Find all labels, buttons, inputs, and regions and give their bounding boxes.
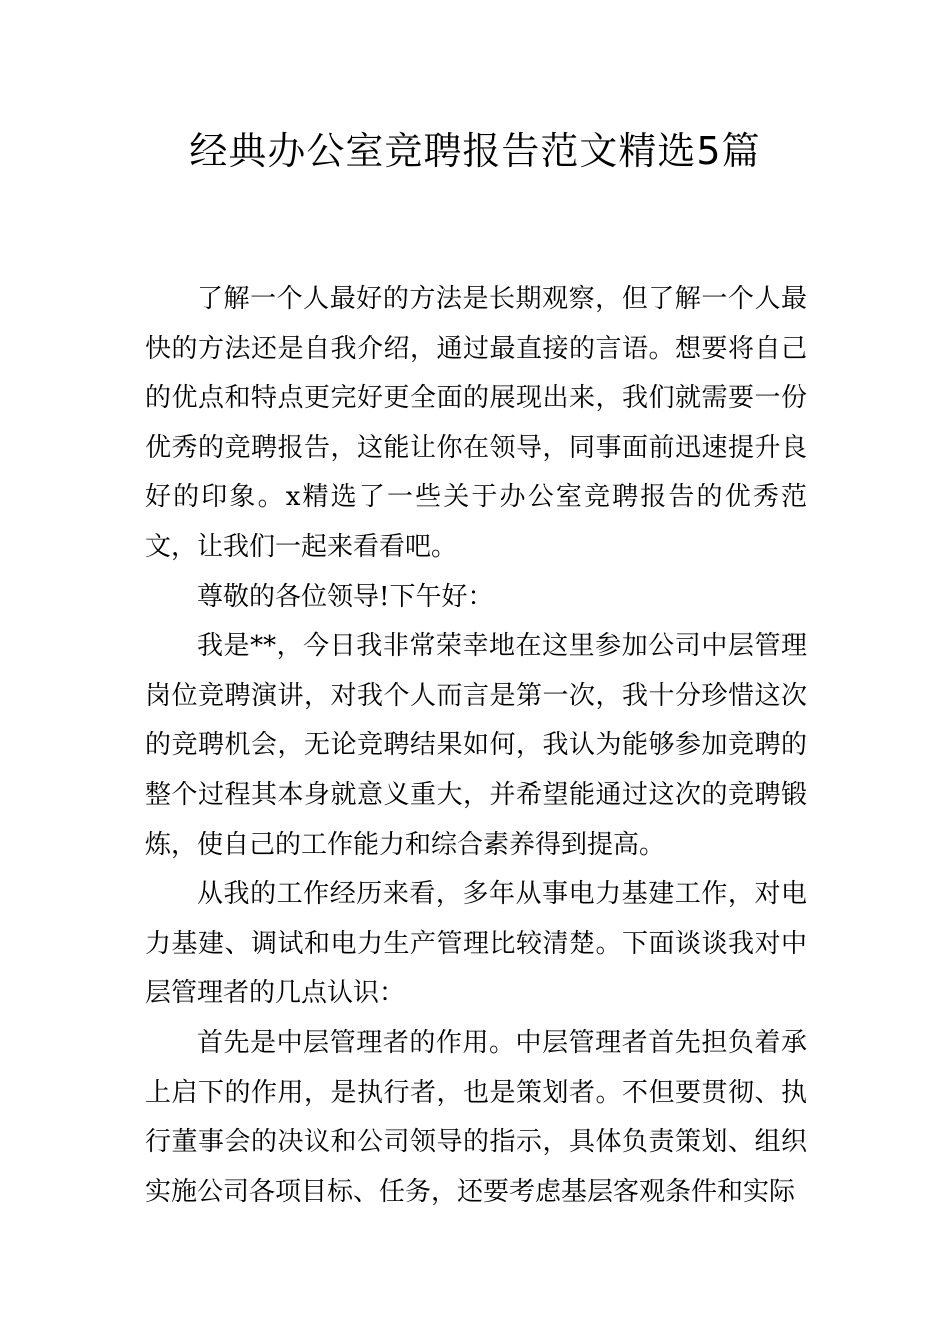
paragraph-intro: 了解一个人最好的方法是长期观察，但了解一个人最快的方法还是自我介绍，通过最直接的言语。想要将自己的优点和特点更完好更全面的展现出来，我们就需要一份优秀的竞聘报告，这能让你在领导，同事面前迅速提升良好的印象。x精选了一些关于办公室竞聘报告的优秀范文，让我们一起来看看吧。 [145,284,807,562]
document-body [145,275,807,1217]
paragraph-work-experience: 从我的工作经历来看，多年从事电力基建工作，对电力基建、调试和电力生产管理比较清楚。下面谈谈我对中层管理者的几点认识： [145,879,807,1009]
paragraph-greeting: 尊敬的各位领导!下午好： [197,581,494,612]
document-title: 经典办公室竞聘报告范文精选5篇 [189,129,761,173]
paragraph-self-introduction: 我是**，今日我非常荣幸地在这里参加公司中层管理岗位竞聘演讲，对我个人而言是第一次，我十分珍惜这次的竞聘机会，无论竞聘结果如何，我认为能够参加竞聘的整个过程其本身就意义重大，并希望能通过这次的竞聘锻炼，使自己的工作能力和综合素养得到提高。 [145,631,807,860]
paragraph-manager-role: 首先是中层管理者的作用。中层管理者首先担负着承上启下的作用，是执行者，也是策划者。不但要贯彻、执行董事会的决议和公司领导的指示，具体负责策划、组织实施公司各项目标、任务，还要考虑基层客观条件和实际 [145,1027,807,1207]
